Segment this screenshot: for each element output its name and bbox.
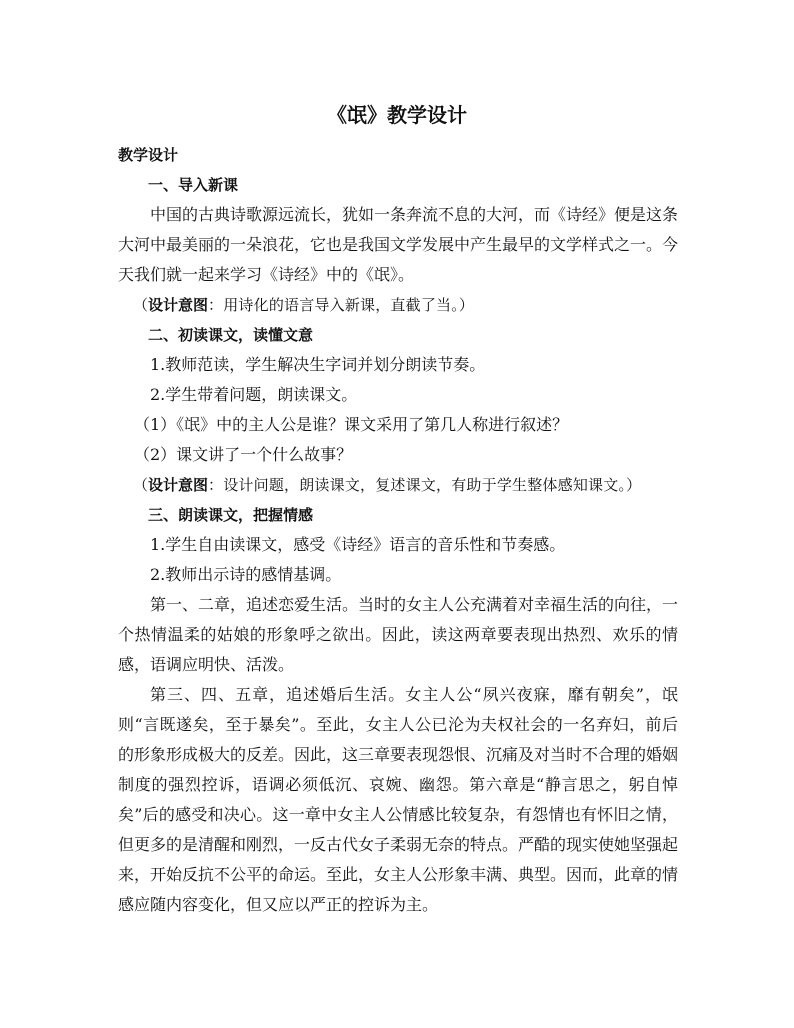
- part1-intent-text: ：用诗化的语言导入新课，直截了当。）: [208, 296, 475, 314]
- part2-heading: 二、初读课文，读懂文意: [148, 326, 314, 344]
- part3-paragraph-2: 第三、四、五章，追述婚后生活。女主人公“夙兴夜寐，靡有朝矣”，氓则“言既遂矣，至于暴矣”。至此，女主人公已沦为夫权社会的一名弃妇，前后的形象形成极大的反差。因此，这三章要表现怨恨、沉痛及对当时不合理的婚姻制度的强烈控诉，语调必须低沉、哀婉、幽怨。第六章是“静言思之，躬自悼矣”后的感受和决心。这一章中女主人公情感比较复杂，有怨情也有怀旧之情，但更多的是清醒和刚烈，一反古代女子柔弱无奈的特点。严酷的现实使她坚强起来，开始反抗不公平的命运。至此，女主人公形象丰满、典型。因而，此章的情感应随内容变化，但又应以严正的控诉为主。: [118, 685, 679, 914]
- part2-intent-text: ：设计问题，朗读课文，复述课文，有助于学生整体感知课文。）: [208, 476, 642, 494]
- part2-intent-label: 设计意图: [148, 476, 209, 494]
- part1-intent-label: 设计意图: [148, 296, 209, 314]
- part2-question-2: （2）课文讲了一个什么故事？: [134, 445, 353, 464]
- part3-item-2: 2.教师出示诗的感情基调。: [150, 565, 342, 584]
- part3-paragraph-1: 第一、二章，追述恋爱生活。当时的女主人公充满着对幸福生活的向往，一个热情温柔的姑娘的形象呼之欲出。因此，读这两章要表现出热烈、欢乐的情感，语调应明快、活泼。: [118, 595, 679, 674]
- part2-question-1: （1）《氓》中的主人公是谁？课文采用了第几人称进行叙述？: [134, 415, 569, 434]
- part1-paragraph: 中国的古典诗歌源远流长，犹如一条奔流不息的大河，而《诗经》便是这条大河中最美丽的一朵浪花，它也是我国文学发展中产生最早的文学样式之一。今天我们就一起来学习《诗经》中的《氓》。: [118, 205, 679, 284]
- document-body: [118, 140, 678, 920]
- section-heading: 教学设计: [118, 146, 179, 164]
- part1-intent-open: （: [133, 296, 149, 314]
- part2-intent-open: （: [133, 476, 149, 494]
- part3-item-1: 1.学生自由读课文，感受《诗经》语言的音乐性和节奏感。: [150, 535, 566, 554]
- part2-item-1: 1.教师范读，学生解决生字词并划分朗读节奏。: [150, 355, 486, 374]
- part1-heading: 一、导入新课: [148, 176, 239, 194]
- part2-design-intent: [118, 470, 678, 500]
- part2-item-2: 2.学生带着问题，朗读课文。: [150, 385, 358, 404]
- part3-heading: 三、朗读课文，把握情感: [148, 506, 314, 524]
- part1-design-intent: [118, 290, 678, 320]
- document-title: 《氓》教学设计: [327, 103, 467, 127]
